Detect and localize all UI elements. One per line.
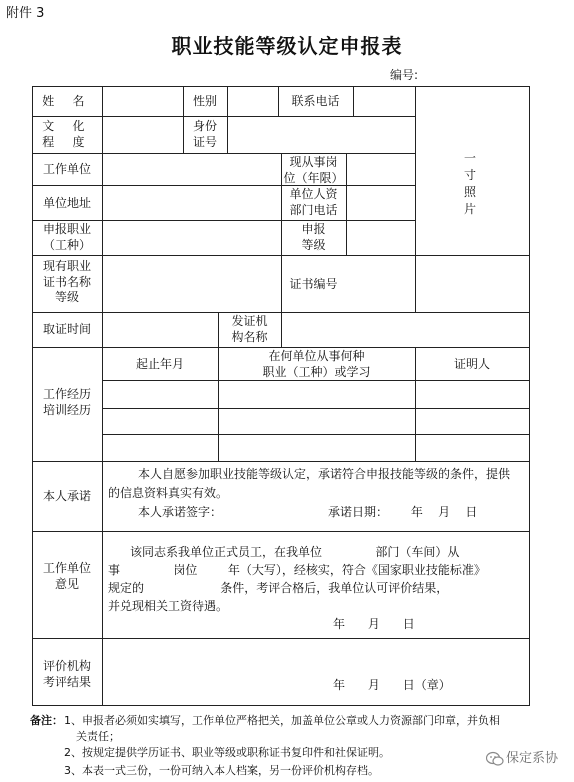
notes-label: 备注： [30, 714, 63, 727]
note-item-1-cont: 关责任； [76, 730, 120, 743]
work-history-label: 工作经历 培训经历 [42, 387, 91, 417]
evaluation-result-label: 评价机构 考评结果 [42, 659, 91, 689]
attachment-label: 附件 3 [6, 6, 45, 21]
existing-cert-label: 现有职业 证书名称 等级 [42, 259, 91, 305]
employer-label: 工作单位 [42, 162, 91, 176]
education-label: 文 化 程 度 [42, 119, 92, 149]
form-title: 职业技能等级认定申报表 [171, 34, 403, 58]
commitment-text-line2: 的信息资料真实有效。 [108, 486, 229, 500]
commitment-signature-label: 本人承诺签字： [138, 505, 223, 519]
declared-job-label: 申报职业 （工种） [42, 222, 91, 252]
history-col-period: 起止年月 [135, 357, 184, 371]
history-col-unit: 在何单位从事何种 职业（工种）或学习 [262, 349, 371, 379]
note-item-1: 1、申报者必须如实填写，工作单位严格把关，加盖单位公章或人力资源部门印章，并负相 [64, 714, 500, 727]
serial-number-label: 编号: [390, 68, 419, 82]
opinion-text-line1: 该同志系我单位正式员工，在我单位 部门（车间）从 [130, 545, 460, 559]
cert-number-label: 证书编号 [289, 277, 338, 291]
commitment-text-line1: 本人自愿参加职业技能等级认定，承诺符合申报技能等级的条件，提供 [138, 467, 511, 481]
opinion-text-line2: 事 岗位 年（大写），经核实，符合《国家职业技能标准》 [108, 563, 486, 577]
address-label: 单位地址 [42, 196, 91, 210]
current-position-label: 现从事岗 位（年限） [283, 155, 344, 185]
hr-phone-label: 单位人资 部门电话 [289, 187, 338, 217]
declared-level-label: 申报 等级 [301, 222, 326, 252]
phone-label: 联系电话 [291, 94, 340, 108]
commitment-label: 本人承诺 [42, 489, 91, 503]
name-label: 姓 名 [42, 94, 92, 108]
watermark [484, 748, 570, 770]
wechat-icon [486, 751, 504, 767]
photo-placeholder: 一寸照片 [463, 151, 476, 216]
opinion-date: 年 月 日 [333, 617, 415, 631]
history-col-witness: 证明人 [453, 357, 490, 371]
note-item-2: 2、按规定提供学历证书、职业等级或职称证书复印件和社保证明。 [64, 746, 390, 759]
employer-opinion-label: 工作单位 意见 [42, 561, 91, 591]
watermark-text: 保定系协 [506, 751, 559, 766]
note-item-3: 3、本表一式三份，一份可纳入本人档案，另一份评价机构存档。 [64, 764, 379, 777]
opinion-text-line4: 并兑现相关工资待遇。 [108, 599, 229, 613]
id-number-label: 身份 证号 [192, 119, 217, 149]
cert-time-label: 取证时间 [42, 322, 91, 336]
commitment-date: 承诺日期： 年 月 日 [328, 505, 478, 519]
issuer-label: 发证机 构名称 [231, 314, 268, 344]
evaluation-date: 年 月 日（章） [333, 678, 451, 692]
gender-label: 性别 [192, 94, 217, 108]
opinion-text-line3: 规定的 条件，考评合格后，我单位认可评价结果， [108, 581, 449, 595]
